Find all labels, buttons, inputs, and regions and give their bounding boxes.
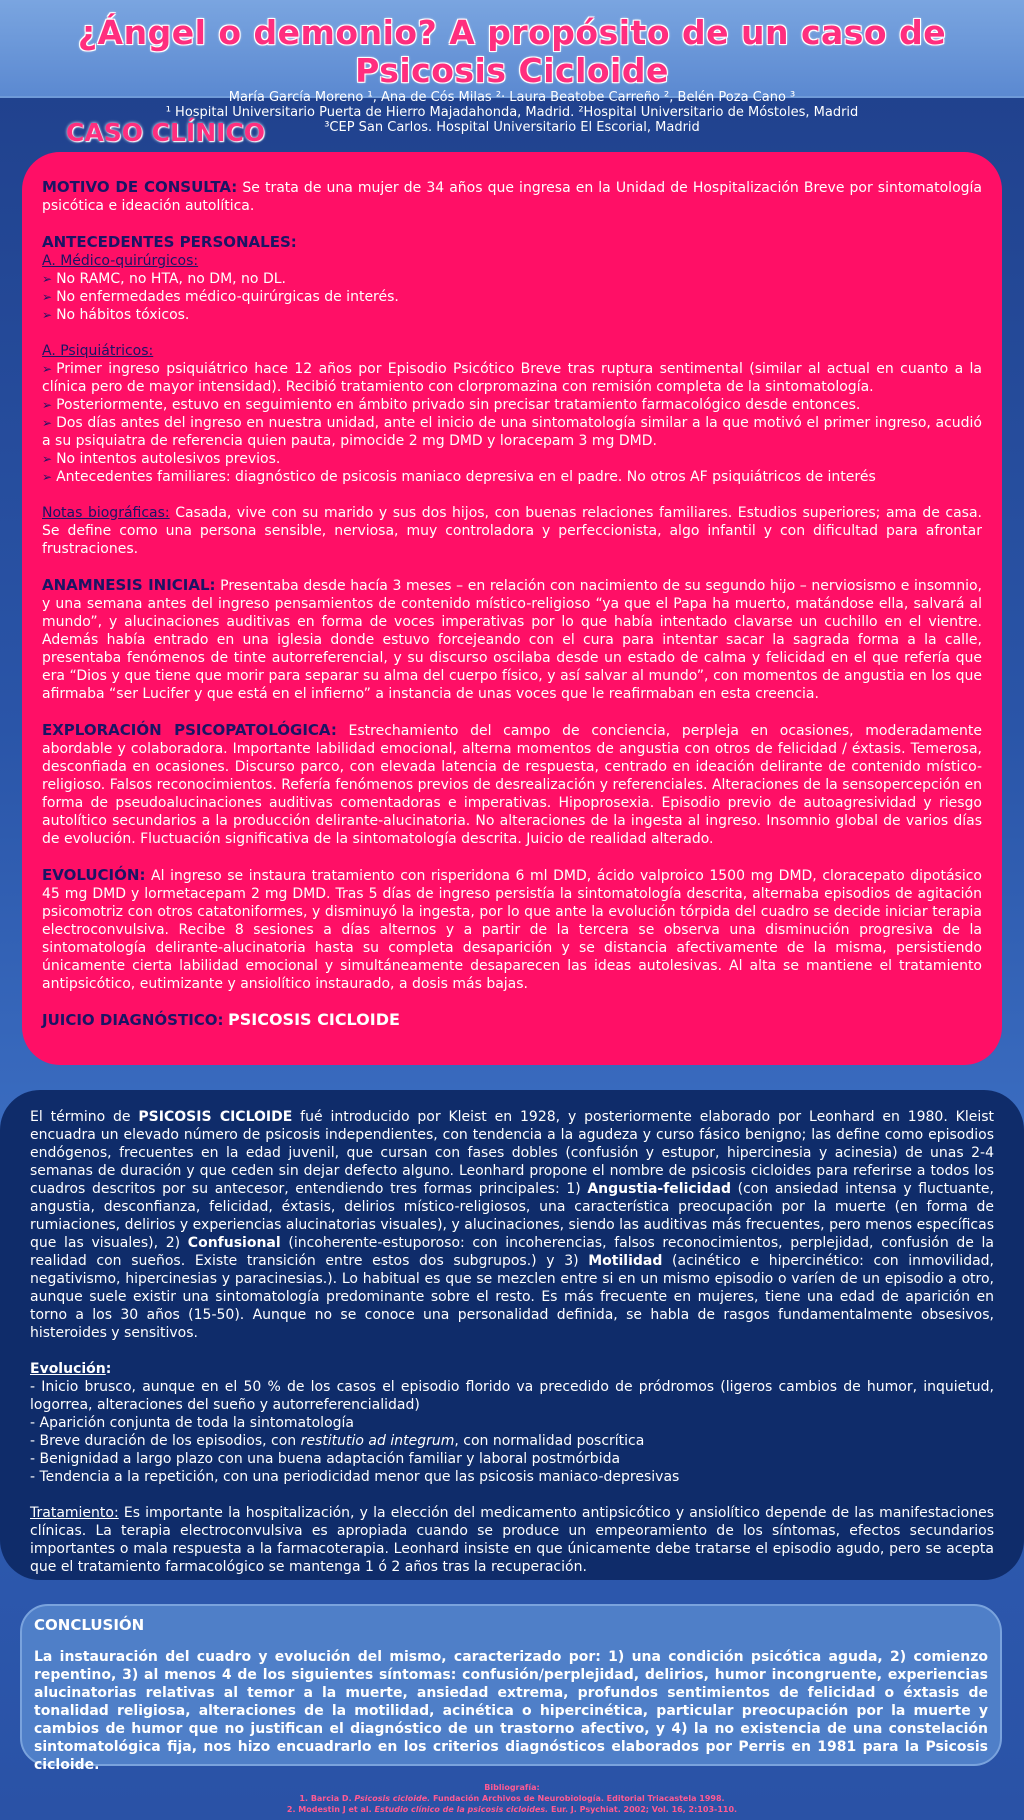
exploracion: EXPLORACIÓN PSICOPATOLÓGICA: Estrechamiento del campo de conciencia, perpleja en ocasiones, moderadamente abordable y colaboradora. Importante labilidad emocional, alterna momentos de angustia con otros de felicidad / éxtasis. Temerosa, desconfiada en ocasiones. Discurso parco, con elevada latencia de respuesta, centrado en ideación delirante de contenido místico-religioso. Falsos reconocimientos. Refería fenómenos previos de desrealización y referenciales. Alteraciones de la sensopercepción en forma de pseudoalucinaciones auditivas comentadoras e imperativas. Hipoprosexia. Episodio previo de autoagresividad y riesgo autolítico secundarios a la producción delirante-alucinatoria. No alteraciones de la ingesta al ingreso. Insomnio global de varios días de evolución. Fluctuación significativa de la sintomatología descrita. Juicio de realidad alterado.	[42, 721, 982, 847]
list-item: ➢ Posteriormente, estuvo en seguimiento en ámbito privado sin precisar tratamiento farmacológico desde entonces.	[42, 397, 861, 413]
notas-biograficas: Notas biográficas: Casada, vive con su marido y sus dos hijos, con buenas relaciones familiares. Estudios superiores; ama de casa. Se define como una persona sensible, nerviosa, muy controladora y perfeccionista, algo infantil y con dificultad para afrontar frustraciones.	[42, 505, 982, 557]
discussion-paragraph: El término de PSICOSIS CICLOIDE fué introducido por Kleist en 1928, y posteriormente elaborado por Leonhard en 1980. Kleist encuadra un elevado número de psicosis independientes, con tendencia a la agudeza y curso fásico benigno; las define como episodios endógenos, frecuentes en la edad juvenil, que cursan con fases dobles (confusión y estupor, hipercinesia y acinesia) de unas 2-4 semanas de duración y que ceden sin dejar defecto alguno. Leonhard propone el nombre de psicosis cicloides para referirse a todos los cuadros descritos por su antecesor, entendiendo tres formas principales: 1) Angustia-felicidad (con ansiedad intensa y fluctuante, angustia, desconfianza, felicidad, éxtasis, delirios místico-religiosos, una característica preocupación por la muerte (en forma de rumiaciones, delirios y experiencias alucinatorias visuales), y alucinaciones, siendo las auditivas más frecuentes, pero menos específicas que las visuales), 2) Confusional (incoherente-estuporoso: con incoherencias, falsos reconocimientos, perplejidad, confusión de la realidad con sueños. Existe transición entre estos dos subgrupos.) y 3) Motilidad (acinético e hipercinético: con inmovilidad, negativismo, hipercinesias y paracinesias.). Lo habitual es que se mezclen entre si en un mismo episodio o varíen de un episodio a otro, aunque suele existir una sintomatología predominante sobre el resto. Es más frecuente en mujeres, tiene una edad de aparición en torno a los 30 años (15-50). Aunque no se conoce una personalidad definida, se habla de rasgos fundamentalmente obsesivos, histeroides y sensitivos.	[30, 1109, 995, 1341]
list-item: ➢ No enfermedades médico-quirúrgicas de interés.	[42, 289, 399, 305]
anamnesis-label: ANAMNESIS INICIAL:	[42, 576, 216, 594]
list-item: ➢ Antecedentes familiares: diagnóstico de psicosis maniaco depresiva en el padre. No otros AF psiquiátricos de interés	[42, 469, 876, 485]
case-panel	[22, 152, 1002, 1065]
list-item: ➢ Primer ingreso psiquiátrico hace 12 años por Episodio Psicótico Breve tras ruptura sentimental (similar al actual en cuanto a la clínica pero de mayor intensidad). Recibió tratamiento con clorpromazina con remisión completa de la sintomatología.	[42, 361, 982, 395]
arrow-bullet-icon: ➢	[42, 470, 53, 484]
conclusion-text: La instauración del cuadro y evolución del mismo, caracterizado por: 1) una condición psicótica aguda, 2) comienzo repentino, 3) al menos 4 de los siguientes síntomas: confusión/perplejidad, delirios, humor incongruente, experiencias alucinatorias relativas al temor a la muerte, ansiedad extrema, profundos sentimientos de felicidad o éxtasis de tonalidad religiosa, alteraciones de la motilidad, acinética o hipercinética, particular preocupación por la muerte y cambios de humor que no justifican el diagnóstico de un trastorno afectivo, y 4) la no existencia de una constelación sintomatológica fija, nos hizo encuadrarlo en los criterios diagnósticos elaborados por Perris en 1981 para la Psicosis cicloide.	[34, 1649, 988, 1773]
motivo-label: MOTIVO DE CONSULTA:	[42, 178, 238, 196]
arrow-bullet-icon: ➢	[42, 290, 53, 304]
psiq-label: A. Psiquiátricos:	[42, 343, 154, 359]
evolucion: EVOLUCIÓN: Al ingreso se instaura tratamiento con risperidona 6 ml DMD, ácido valproico 1500 mg DMD, cloracepato dipotásico 45 mg DMD y lormetacepam 2 mg DMD. Tras 5 días de ingreso persistía la sintomatología descrita, alternaba episodios de agitación psicomotriz con otros catatoniformes, y disminuyó la ingesta, por lo que ante la evolución tórpida del cuadro se decide iniciar terapia electroconvulsiva. Recibe 8 sesiones a días alternos y a partir de la tercera se observa una disminución progresiva de la sintomatología delirante-alucinatoria hasta su completa desaparición y se distancia afectivamente de la misma, persistiendo únicamente cierta labilidad emocional y simultáneamente desaparecen las ideas autolesivas. Al alta se mantiene el tratamiento antipsicótico, eutimizante y ansiolítico instaurado, a dosis más bajas.	[42, 866, 982, 992]
notas-label: Notas biográficas:	[42, 505, 170, 521]
arrow-bullet-icon: ➢	[42, 362, 53, 376]
bibliography-title: Bibliografía:	[484, 1783, 540, 1792]
juicio-diagnostico	[42, 1011, 982, 1030]
authors: María García Moreno ¹, Ana de Cós Milas ²· Laura Beatobe Carreño ², Belén Poza Cano ³	[228, 90, 796, 105]
list-item: - Inicio brusco, aunque en el 50 % de los casos el episodio florido va precedido de pródromos (ligeros cambios de humor, inquietud, logorrea, alteraciones del sueño y autorreferencialidad)	[30, 1379, 994, 1413]
motivo-text: Se trata de una mujer de 34 años que ingresa en la Unidad de Hospitalización Breve por sintomatología psicótica e ideación autolítica.	[42, 180, 982, 214]
affiliation-line-2: ³CEP San Carlos. Hospital Universitario El Escorial, Madrid	[324, 120, 700, 135]
affiliation-line-1: ¹ Hospital Universitario Puerta de Hierro Majadahonda, Madrid. ²Hospital Universitario de Móstoles, Madrid	[165, 105, 859, 120]
conclusion-title: CONCLUSIÓN	[34, 1616, 145, 1634]
list-item: - Tendencia a la repetición, con una periodicidad menor que las psicosis maniaco-depresivas	[30, 1469, 680, 1485]
poster-title: ¿Ángel o demonio? A propósito de un caso de Psicosis Cicloide	[77, 13, 947, 90]
arrow-bullet-icon: ➢	[42, 398, 53, 412]
discussion-panel: El término de PSICOSIS CICLOIDE fué introducido por Kleist en 1928, y posteriormente elaborado por Leonhard en 1980. Kleist encuadra un elevado número de psicosis independientes, con tendencia a la agudeza y curso fásico benigno; las define como episodios endógenos, frecuentes en la edad juvenil, que cursan con fases dobles (confusión y estupor, hipercinesia y acinesia) de unas 2-4 semanas de duración y que ceden sin dejar defecto alguno. Leonhard propone el nombre de psicosis cicloides para referirse a todos los cuadros descritos por su antecesor, entendiendo tres formas principales: 1) Angustia-felicidad (con ansiedad intensa y fluctuante, angustia, desconfianza, felicidad, éxtasis, delirios místico-religiosos, una característica preocupación por la muerte (en forma de rumiaciones, delirios y experiencias alucinatorias visuales), y alucinaciones, siendo las auditivas más frecuentes, pero menos específicas que las visuales), 2) Confusional (incoherente-estuporoso: con incoherencias, falsos reconocimientos, perplejidad, confusión de la realidad con sueños. Existe transición entre estos dos subgrupos.) y 3) Motilidad (acinético e hipercinético: con inmovilidad, negativismo, hipercinesias y paracinesias.). Lo habitual es que se mezclen entre si en un mismo episodio o varíen de un episodio a otro, aunque suele existir una sintomatología predominante sobre el resto. Es más frecuente en mujeres, tiene una edad de aparición en torno a los 30 años (15-50). Aunque no se conoce una personalidad definida, se habla de rasgos fundamentalmente obsesivos, histeroides y sensitivos. Evolución: - Inicio brusco, aunque en el 50 % de los casos el episodio florido va precedido de pródromos (ligeros cambios de humor, inquietud, logorrea, alteraciones del sueño y autorreferencialidad) - Aparición conjunta de toda la sintomatología - Breve duración de los episodios, con restitutio ad integrum, con normalidad poscrítica - Benignidad a largo plazo con una buena adaptación familiar y laboral postmórbida - Tendencia a la repetición, con una periodicidad menor que las psicosis maniaco-depresivas Tratamiento: Es importante la hospitalización, y la elección del medicamento antipsicótico y ansiolítico depende de las manifestaciones clínicas. La terapia electroconvulsiva es apropiada cuando se produce un empeoramiento de los síntomas, efectos secundarios importantes o mala respuesta a la farmacoterapia. Leonhard insiste en que únicamente debe tratarse el episodio agudo, pero se acepta que el tratamiento farmacológico se mantenga 1 ó 2 años tras la recuperación.	[0, 1090, 1024, 1580]
list-item: - Benignidad a largo plazo con una buena adaptación familiar y laboral postmórbida	[30, 1451, 621, 1467]
list-item: ➢ No RAMC, no HTA, no DM, no DL.	[42, 271, 286, 287]
list-item: - Aparición conjunta de toda la sintomatología	[30, 1415, 354, 1431]
arrow-bullet-icon: ➢	[42, 272, 53, 286]
tratamiento-label: Tratamiento:	[30, 1505, 119, 1521]
case-heading: CASO CLÍNICO	[66, 118, 266, 147]
arrow-bullet-icon: ➢	[42, 452, 53, 466]
antecedentes-label: ANTECEDENTES PERSONALES:	[42, 233, 297, 251]
evolucion-label: EVOLUCIÓN:	[42, 866, 146, 884]
tratamiento: Tratamiento: Es importante la hospitalización, y la elección del medicamento antipsicótico y ansiolítico depende de las manifestaciones clínicas. La terapia electroconvulsiva es apropiada cuando se produce un empeoramiento de los síntomas, efectos secundarios importantes o mala respuesta a la farmacoterapia. Leonhard insiste en que únicamente debe tratarse el episodio agudo, pero se acepta que el tratamiento farmacológico se mantenga 1 ó 2 años tras la recuperación.	[30, 1505, 994, 1575]
conclusion-panel	[20, 1604, 1002, 1773]
motivo-consulta	[42, 178, 982, 215]
medico-label: A. Médico-quirúrgicos:	[42, 253, 199, 269]
list-item: - Breve duración de los episodios, con restitutio ad integrum, con normalidad poscrítica	[30, 1433, 645, 1449]
diagnosis: PSICOSIS CICLOIDE	[228, 1010, 400, 1029]
reference-1: 1. Barcia D. Psicosis cicloide. Fundación Archivos de Neurobiología. Editorial Triacastela 1998.	[299, 1794, 725, 1803]
evolucion-subheading: Evolución	[30, 1361, 106, 1377]
arrow-bullet-icon: ➢	[42, 416, 53, 430]
list-item: ➢ Dos días antes del ingreso en nuestra unidad, ante el inicio de una sintomatología similar a la que motivó el primer ingreso, acudió a su psiquiatra de referencia quien pauta, pimocide 2 mg DMD y loracepam 3 mg DMD.	[42, 415, 982, 449]
list-item: ➢ No hábitos tóxicos.	[42, 307, 190, 323]
exploracion-label: EXPLORACIÓN PSICOPATOLÓGICA:	[42, 721, 337, 739]
list-item: ➢ No intentos autolesivos previos.	[42, 451, 281, 467]
arrow-bullet-icon: ➢	[42, 308, 53, 322]
juicio-label: JUICIO DIAGNÓSTICO:	[42, 1011, 224, 1029]
reference-2: 2. Modestin J et al. Estudio clínico de la psicosis cicloides. Eur. J. Psychiat. 2002; Vol. 16, 2:103-110.	[286, 1805, 738, 1814]
bibliography	[0, 1782, 1024, 1815]
anamnesis: ANAMNESIS INICIAL: Presentaba desde hacía 3 meses – en relación con nacimiento de su segundo hijo – nerviosismo e insomnio, y una semana antes del ingreso pensamientos de contenido místico-religioso “ya que el Papa ha muerto, matándose ella, salvará al mundo”, y alucinaciones auditivas en forma de voces imperativas por lo que había intentado clavarse un cuchillo en el vientre. Además había entrado en una iglesia donde estuvo forcejeando con el cura para intentar sacar la sagrada forma a la calle, presentaba fenómenos de tinte autorreferencial, y su discurso oscilaba desde un estado de calma y felicidad en el que refería que era “Dios y que tiene que morir para separar su alma del cuerpo físico, y así salvar al mundo”, con momentos de angustia en los que afirmaba “ser Lucifer y que está en el infierno” a instancia de unas voces que le reafirmaban en esta creencia.	[42, 576, 982, 702]
